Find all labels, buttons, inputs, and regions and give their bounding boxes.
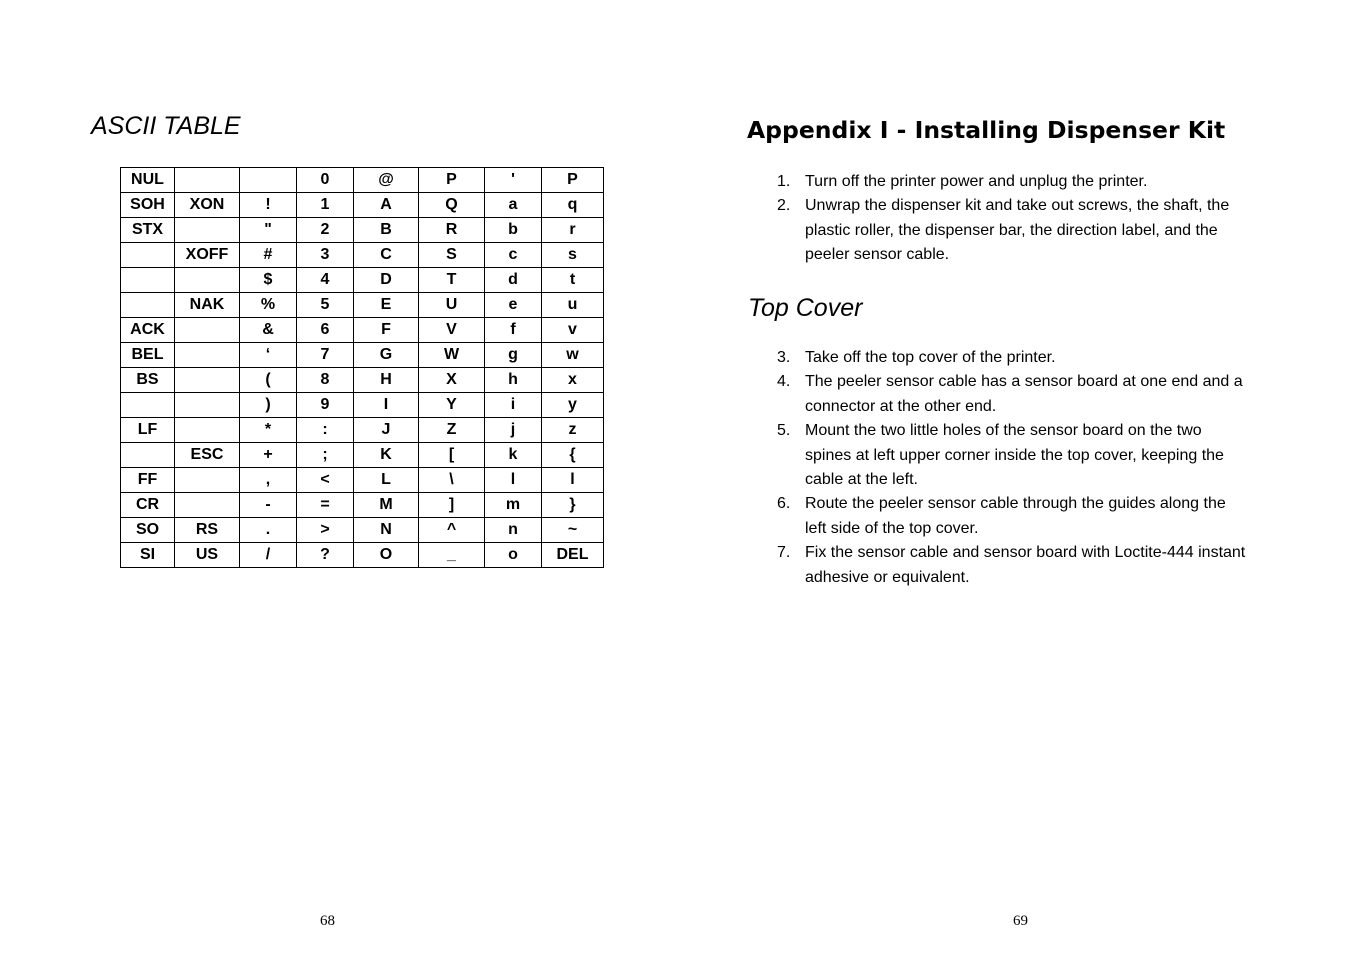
table-row [121, 418, 604, 443]
table-cell: u [542, 293, 604, 318]
table-cell: ! [240, 193, 297, 218]
table-cell: Y [419, 393, 485, 418]
step-number: 6. [777, 495, 791, 513]
table-row [121, 243, 604, 268]
list-item [777, 370, 1247, 419]
page-number-left: 68 [320, 913, 335, 929]
step-text: Unwrap the dispenser kit and take out screws, the shaft, the plastic roller, the dispenser bar, the direction label, and the peeler sensor cable. [805, 197, 1230, 264]
table-cell: l [485, 468, 542, 493]
step-number: 7. [777, 544, 791, 562]
step-number: 1. [777, 173, 791, 190]
table-cell: % [240, 293, 297, 318]
appendix-title: Appendix I - Installing Dispenser Kit [747, 116, 1226, 144]
table-cell [121, 243, 175, 268]
table-row [121, 518, 604, 543]
table-cell: T [419, 268, 485, 293]
table-cell: R [419, 218, 485, 243]
table-cell: W [419, 343, 485, 368]
table-cell [175, 218, 240, 243]
table-cell: 8 [297, 368, 354, 393]
table-cell: P [542, 168, 604, 193]
right-page [675, 0, 1351, 954]
step-number: 4. [777, 373, 791, 391]
step-text: Route the peeler sensor cable through the guides along the left side of the top cover. [805, 495, 1226, 537]
table-cell: X [419, 368, 485, 393]
table-cell [175, 368, 240, 393]
table-cell: b [485, 218, 542, 243]
table-cell: ' [485, 168, 542, 193]
table-cell: a [485, 193, 542, 218]
table-cell [121, 393, 175, 418]
table-cell: h [485, 368, 542, 393]
table-cell: e [485, 293, 542, 318]
table-cell: XON [175, 193, 240, 218]
table-cell [175, 168, 240, 193]
list-item [777, 170, 1247, 194]
table-cell: y [542, 393, 604, 418]
table-row [121, 193, 604, 218]
table-cell: x [542, 368, 604, 393]
table-cell: A [354, 193, 419, 218]
table-cell: w [542, 343, 604, 368]
step-number: 5. [777, 422, 791, 440]
table-cell: [ [419, 443, 485, 468]
table-cell: " [240, 218, 297, 243]
table-row [121, 368, 604, 393]
table-cell: ESC [175, 443, 240, 468]
table-cell: 3 [297, 243, 354, 268]
table-cell: C [354, 243, 419, 268]
table-cell [121, 293, 175, 318]
table-cell: L [354, 468, 419, 493]
table-row [121, 268, 604, 293]
table-cell [240, 168, 297, 193]
step-number: 3. [777, 349, 791, 366]
table-cell: f [485, 318, 542, 343]
table-cell: H [354, 368, 419, 393]
table-cell: FF [121, 468, 175, 493]
table-cell: 4 [297, 268, 354, 293]
table-cell: _ [419, 543, 485, 568]
steps-list-intro [777, 170, 1247, 268]
list-item [777, 194, 1247, 267]
section-heading-top-cover: Top Cover [748, 294, 863, 322]
table-row [121, 318, 604, 343]
table-row [121, 168, 604, 193]
table-cell: D [354, 268, 419, 293]
table-cell: O [354, 543, 419, 568]
table-cell: N [354, 518, 419, 543]
table-row [121, 543, 604, 568]
table-cell: : [297, 418, 354, 443]
table-row [121, 493, 604, 518]
table-cell: ] [419, 493, 485, 518]
table-cell: > [297, 518, 354, 543]
table-cell: o [485, 543, 542, 568]
table-cell: = [297, 493, 354, 518]
table-cell: 0 [297, 168, 354, 193]
table-cell: B [354, 218, 419, 243]
left-page [0, 0, 675, 954]
table-cell: 9 [297, 393, 354, 418]
step-text: Fix the sensor cable and sensor board with Loctite-444 instant adhesive or equivalent. [805, 544, 1246, 586]
table-row [121, 443, 604, 468]
step-text: Turn off the printer power and unplug the printer. [805, 173, 1148, 190]
table-cell [175, 493, 240, 518]
table-cell: / [240, 543, 297, 568]
table-cell: P [419, 168, 485, 193]
table-cell: ~ [542, 518, 604, 543]
table-cell: < [297, 468, 354, 493]
table-cell: ^ [419, 518, 485, 543]
table-cell [175, 268, 240, 293]
table-row [121, 343, 604, 368]
table-cell: ; [297, 443, 354, 468]
list-item [777, 492, 1247, 541]
table-cell: S [419, 243, 485, 268]
table-cell [121, 268, 175, 293]
list-item [777, 346, 1247, 370]
table-cell: US [175, 543, 240, 568]
table-row [121, 393, 604, 418]
table-cell: STX [121, 218, 175, 243]
table-cell: ‘ [240, 343, 297, 368]
table-cell: G [354, 343, 419, 368]
step-text: Mount the two little holes of the sensor board on the two spines at left upper corner inside the top cover, keeping the cable at the left. [805, 422, 1224, 489]
table-cell: E [354, 293, 419, 318]
table-cell: 7 [297, 343, 354, 368]
table-cell: ) [240, 393, 297, 418]
table-cell: s [542, 243, 604, 268]
table-cell: q [542, 193, 604, 218]
table-cell: & [240, 318, 297, 343]
table-cell: ( [240, 368, 297, 393]
table-cell: k [485, 443, 542, 468]
table-cell: v [542, 318, 604, 343]
table-cell: g [485, 343, 542, 368]
step-number: 2. [777, 197, 791, 215]
table-cell: M [354, 493, 419, 518]
table-cell: BS [121, 368, 175, 393]
table-cell: NUL [121, 168, 175, 193]
table-cell: ACK [121, 318, 175, 343]
table-cell: V [419, 318, 485, 343]
ascii-table [120, 167, 604, 568]
table-cell: 1 [297, 193, 354, 218]
step-text: Take off the top cover of the printer. [805, 349, 1056, 366]
table-cell: @ [354, 168, 419, 193]
list-item [777, 419, 1247, 492]
table-cell: c [485, 243, 542, 268]
table-cell: d [485, 268, 542, 293]
table-cell: I [354, 393, 419, 418]
table-cell: Q [419, 193, 485, 218]
table-cell: K [354, 443, 419, 468]
table-cell: LF [121, 418, 175, 443]
table-cell: U [419, 293, 485, 318]
table-cell: t [542, 268, 604, 293]
page-number-right: 69 [1013, 913, 1028, 929]
table-cell: F [354, 318, 419, 343]
steps-list-top-cover [777, 346, 1247, 590]
table-cell: RS [175, 518, 240, 543]
table-cell: + [240, 443, 297, 468]
table-cell: Z [419, 418, 485, 443]
table-cell: j [485, 418, 542, 443]
table-cell: NAK [175, 293, 240, 318]
table-cell [175, 468, 240, 493]
table-cell: z [542, 418, 604, 443]
table-cell [175, 418, 240, 443]
ascii-table-title: ASCII TABLE [91, 112, 241, 140]
list-item [777, 541, 1247, 590]
table-cell: 5 [297, 293, 354, 318]
table-cell: - [240, 493, 297, 518]
table-cell: l [542, 468, 604, 493]
table-cell: , [240, 468, 297, 493]
table-cell: } [542, 493, 604, 518]
table-cell: SI [121, 543, 175, 568]
table-cell: XOFF [175, 243, 240, 268]
table-row [121, 218, 604, 243]
table-cell: # [240, 243, 297, 268]
table-row [121, 468, 604, 493]
table-cell [121, 443, 175, 468]
table-cell: ? [297, 543, 354, 568]
table-cell: DEL [542, 543, 604, 568]
table-cell: $ [240, 268, 297, 293]
table-cell [175, 343, 240, 368]
table-cell: { [542, 443, 604, 468]
table-cell: 2 [297, 218, 354, 243]
table-cell: BEL [121, 343, 175, 368]
table-cell: * [240, 418, 297, 443]
table-cell: i [485, 393, 542, 418]
table-cell: CR [121, 493, 175, 518]
table-cell: r [542, 218, 604, 243]
table-cell: . [240, 518, 297, 543]
table-cell: m [485, 493, 542, 518]
table-cell: \ [419, 468, 485, 493]
step-text: The peeler sensor cable has a sensor board at one end and a connector at the other end. [805, 373, 1243, 415]
table-row [121, 293, 604, 318]
table-cell: n [485, 518, 542, 543]
table-cell: 6 [297, 318, 354, 343]
table-cell [175, 318, 240, 343]
table-cell [175, 393, 240, 418]
table-cell: J [354, 418, 419, 443]
table-cell: SOH [121, 193, 175, 218]
table-cell: SO [121, 518, 175, 543]
